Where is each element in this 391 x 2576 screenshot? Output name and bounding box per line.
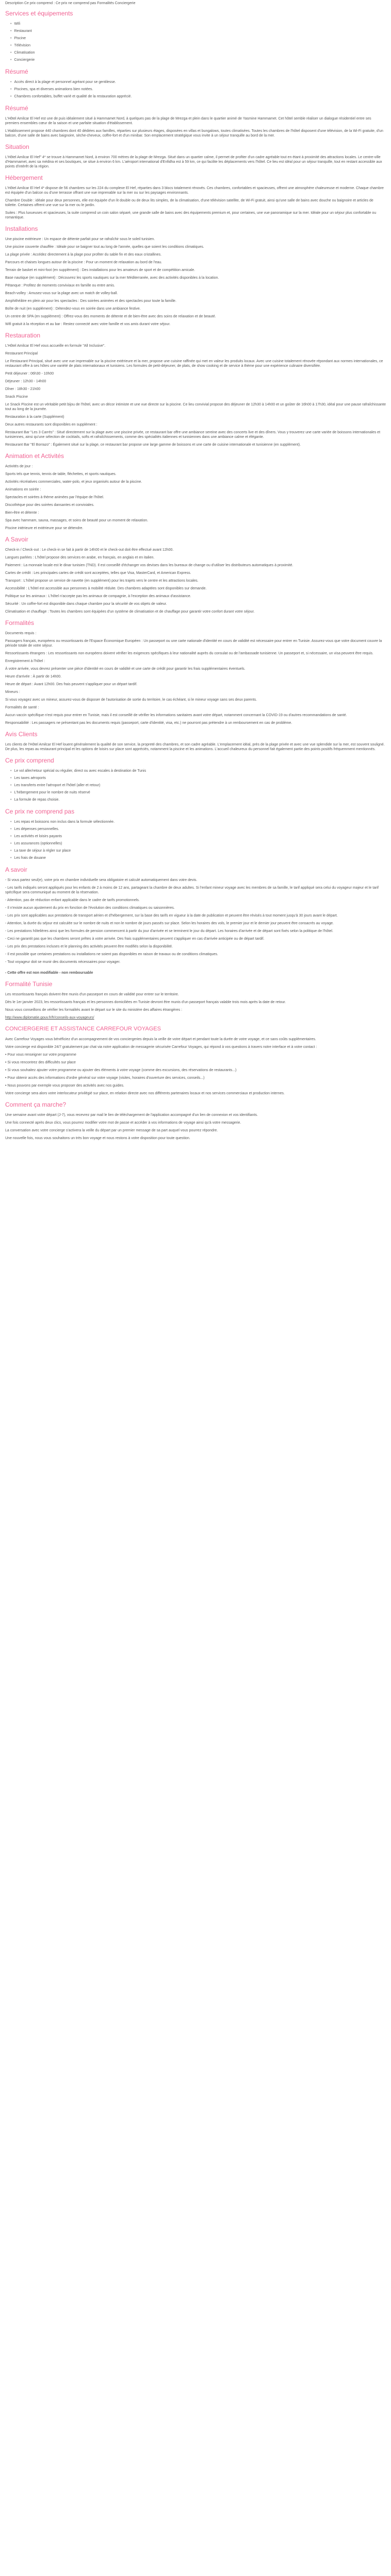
restauration-line: Dîner : 18h30 - 21h00 bbox=[5, 387, 41, 391]
installations-line: Terrain de basket et mini-foot (en supplément) : Des installations pour les amateurs de sport et de compétition amicale. bbox=[5, 268, 196, 272]
animation-line: Discothèque pour des soirées dansantes et conviviales. bbox=[5, 503, 94, 507]
animation-line: Activités de jour : bbox=[5, 465, 33, 468]
price-excludes-list bbox=[5, 820, 386, 861]
section-title-formalites: Formalités bbox=[5, 619, 35, 626]
a-savoir-line: Sécurité : Un coffre-fort est disponible dans chaque chambre pour la sécurité de vos objets de valeur. bbox=[5, 602, 167, 606]
formalites-line: Heure d'arrivée : À partir de 14h00. bbox=[5, 675, 62, 679]
animation-line: Bien-être et détente : bbox=[5, 511, 39, 515]
section-title-comment-ca-marche: Comment ça marche? bbox=[5, 1101, 67, 1108]
conciergerie-line: • Si vous rencontrez des difficultés sur place bbox=[5, 1061, 76, 1064]
animation-line: Animations en soirée : bbox=[5, 488, 41, 492]
a-savoir-line: Paiement : La monnaie locale est le dinar tunisien (TND). Il est conseillé d'échanger vos devises dans les bureaux de change ou d'utiliser les distributeurs automatiques à proximité. bbox=[5, 564, 294, 567]
restauration-line: Restaurant Bar "El Borrazo" : Également situé sur la plage, ce restaurant bar propose une large gamme de boissons et une carte de cuisine internationale et tunisienne (en supplément). bbox=[5, 443, 301, 447]
services-item: • Restaurant bbox=[10, 29, 386, 34]
restauration-line: Le Snack Piscine est un véritable petit bijou de l'hôtel, avec un décor intimiste et une vue directe sur la piscine. Ce lieu convivial propose des déjeuner de 12h30 à 14h00 et un goûter de 16h00 à 17h30, idéal pour une pause rafraîchissante tout au long de la journée. bbox=[5, 403, 386, 411]
conciergerie-line: Avec Carrefour Voyages vous bénéficiez d'un accompagnement de vos conciergeries depuis la veille de votre départ et pendant toute la durée de votre voyage, et ce sans coûts supplémentaires. bbox=[5, 1038, 316, 1041]
resume-paragraph: L'Hôtel Amilcar El Hef est une de puis idéalement situé à Hammamet Nord, à quelques pas de la plage de Mrezga et plein dans le quartier animé de Yasmine Hammamet. Cet hôtel semble réaliser un dialogue résidentiel entre ses premiers ensembles cœur de la saison et une parfaite situation d'établissement. bbox=[5, 117, 371, 125]
animation-line: Spectacles et soirées à thème animées par l'équipe de l'hôtel. bbox=[5, 496, 104, 499]
services-item: • Piscine bbox=[10, 36, 386, 41]
formalite-tunisie-line: Nous vous conseillons de vérifier les formalités avant le départ sur le site du ministère des affaires étrangères : bbox=[5, 1008, 183, 1012]
conciergerie-line: • Pour obtenir accès des informations d'ordre général sur votre voyage (visites, horaires d'ouverture des services, conseils...) bbox=[5, 1076, 205, 1080]
resume-item: • Piscines, spa et diverses animations bien notées. bbox=[10, 87, 386, 92]
services-item: • Climatisation bbox=[10, 50, 386, 56]
a-savoir-2-line: - Les tarifs indiqués seront appliqués pour les enfants de 2 à moins de 12 ans, partageant la chambre de deux adultes. Si l'enfant mineur voyage avec les membres de sa famille, le tarif appliqué sera celui du voyageur majeur et le tarif spécifique sera communiqué au moment de la réservation. bbox=[5, 886, 379, 894]
formalites-line: Passagers français, européens ou ressortissants de l'Espace Économique Européen : Un passeport ou une carte nationale d'identité en cours de validité est nécessaire pour entrer en Tunisie. Assurez-vous que votre document couvre la période totale de votre séjour. bbox=[5, 639, 382, 648]
a-savoir-2-line: - Il est possible que certaines prestations ou installations ne soient pas disponibles en raison de travaux ou de conditions climatiques. bbox=[5, 953, 218, 956]
price-excludes-item: • Les frais de douane bbox=[10, 856, 386, 861]
conciergerie-line: • Pour vous renseigner sur votre programme bbox=[5, 1053, 76, 1057]
price-includes-item: • Les transferts entre l'aéroport et l'hôtel (aller et retour) bbox=[10, 783, 386, 788]
price-excludes-item: • Les dépenses personnelles. bbox=[10, 827, 386, 832]
formalites-line: Responsabilité : Les passagers ne présentant pas les documents requis (passeport, carte d'identité, visa, etc.) ne pourront pas prétendre à un remboursement en cas de problème. bbox=[5, 721, 292, 725]
formalites-line: Mineurs : bbox=[5, 690, 20, 694]
formalites-line: Aucun vaccin spécifique n'est requis pour entrer en Tunisie, mais il est conseillé de vérifier les informations sanitaires avant votre départ, notamment concernant la COVID-19 ou d'autres recommandations de santé. bbox=[5, 714, 347, 717]
installations-line: Un centre de SPA (en supplément) : Offrez-vous des moments de détente et de bien-être avec des soins de relaxation et de beauté. bbox=[5, 315, 216, 318]
comment-line: Une semaine avant votre départ (J-7), vous recevrez par mail le lien de téléchargement de l'application accompagné d'un lien de connexion et vos identifiants. bbox=[5, 1113, 258, 1117]
animation-line: Spa avec hammam, sauna, massages, et soins de beauté pour un moment de relaxation. bbox=[5, 519, 149, 522]
comment-line: La conversation avec votre concierge s'activera la veille du départ par un premier message de sa part auquel vous pourrez répondre. bbox=[5, 1129, 218, 1132]
description-header: Description Ce prix comprend : Ce prix ne comprend pas Formalités Conciergerie bbox=[5, 2, 136, 5]
price-excludes-item: • La taxe de séjour à régler sur place bbox=[10, 849, 386, 854]
installations-line: Wifi gratuit à la réception et au bar : Restez connecté avec votre famille et vos amis durant votre séjour. bbox=[5, 323, 171, 326]
services-list bbox=[5, 22, 386, 63]
price-includes-item: • Le vol aller/retour spécial ou régulier, direct ou avec escales à destination de Tunis bbox=[10, 769, 386, 774]
restauration-line: Le Restaurant Principal, situé avec une vue imprenable sur la piscine extérieure et la mer, propose une cuisine raffinée qui met en valeur les produits locaux. Avec une cuisine totalement rénovée répondant aux normes internationales, ce restaurant offre à ses hôtes une variété de plats internationaux et tunisiens. Les formules de petit-déjeuner, de plats, de show cooking et de service à thème pour une expérience culinaire diversifiée. bbox=[5, 360, 383, 368]
installations-line: La plage privée : Accédez directement à la plage pour profiter du sable fin et des eaux cristallines. bbox=[5, 253, 162, 257]
price-excludes-item: • Les assurances (optionnelles) bbox=[10, 841, 386, 846]
conciergerie-line: • Si vous souhaitez ajouter votre programme ou ajouter des éléments à votre voyage (comme des excursions, des réservations de restaurants...) bbox=[5, 1069, 237, 1072]
avis-paragraph: Les clients de l'Hôtel Amilcar El Hef louent généralement la qualité de son service, la propreté des chambres, et son cadre agréable. L'emplacement idéal, près de la plage privée et avec une vue splendide sur la mer, est souvent souligné. De plus, les repas au restaurant principal et les options de loisirs sur place sont appréciés, notamment la piscine et les animations. L'accueil chaleureux du personnel fait également partie des points positifs fréquemment mentionnés. bbox=[5, 743, 385, 751]
price-includes-item: • Les taxes aéroports bbox=[10, 776, 386, 781]
restauration-line: Snack Piscine bbox=[5, 395, 28, 399]
restauration-line: Deux autres restaurants sont disponibles en supplément : bbox=[5, 423, 97, 427]
situation-paragraph: L'Hôtel Amilcar El Hef" 4* se trouve à Hammamet Nord, à environ 700 mètres de la plage de Mrezga. Situé dans un quartier calme, il permet de profiter d'un cadre agréable tout en étant à proximité des attractions locales. Le centre-ville d'Hammamet, avec sa médina et ses boutiques, se situe à environ 6 km. L'aéroport international d'Enfidha est à 59 km, ce qui facilite les déplacements vers l'hôtel. Ce lieu est idéal pour un séjour tranquille, tout en restant accessible aux points d'intérêt de la région. bbox=[5, 156, 382, 168]
a-savoir-2-line: - Si vous partez seul(e), votre prix en chambre individuelle sera obligatoire et calculé automatiquement dans votre devis. bbox=[5, 878, 198, 882]
section-title-installations: Installations bbox=[5, 225, 38, 232]
restauration-line: Petit déjeuner : 06h30 - 10h00 bbox=[5, 372, 54, 376]
price-excludes-item: • Les repas et boissons non inclus dans la formule sélectionnée. bbox=[10, 820, 386, 825]
resume-item: • Chambres confortables, buffet varié et qualité de la restauration apprécié. bbox=[10, 94, 386, 99]
section-title-a-savoir-2: A savoir bbox=[5, 866, 27, 873]
a-savoir-2-line: - Ceci ne garantit pas que les chambres seront prêtes à votre arrivée. Des frais supplémentaires peuvent s'appliquer en cas d'arrivée anticipée ou de départ tardif. bbox=[5, 937, 265, 941]
formalites-line: Ressortissants étrangers : Les ressortissants non européens doivent vérifier les exigences spécifiques à leur nationalité auprès du consulat ou de l'ambassade tunisienne. Un passeport et, si nécessaire, un visa peuvent être requis. bbox=[5, 652, 373, 655]
animation-line: Piscine intérieure et extérieure pour se détendre. bbox=[5, 527, 84, 530]
a-savoir-line: Climatisation et chauffage : Toutes les chambres sont équipées d'un système de climatisation et de chauffage pour garantir votre confort durant votre séjour. bbox=[5, 610, 255, 614]
formalites-line: À votre arrivée, vous devrez présenter une pièce d'identité en cours de validité et une carte de crédit pour garantir les frais supplémentaires éventuels. bbox=[5, 667, 246, 671]
installations-line: Beach-volley : Amusez-vous sur la plage avec un match de volley-ball. bbox=[5, 292, 118, 295]
section-title-resume: Résumé bbox=[5, 68, 28, 75]
formalites-line: Heure de départ : Avant 12h00. Des frais peuvent s'appliquer pour un départ tardif. bbox=[5, 683, 138, 686]
resume-item: • Accès direct à la plage et personnel agréant pour se gentilesse. bbox=[10, 80, 386, 85]
comment-line: Une nouvelle fois, nous vous souhaitons un très bon voyage et nous restons à votre disposition pour toute question. bbox=[5, 1137, 190, 1140]
a-savoir-2-line: - Les prestations hôtelières ainsi que les formules de pension commencent à partir du jour d'arrivée et se terminent le jour du départ. Les horaires d'arrivée et de départ sont fixés selon la politique de l'hôtel. bbox=[5, 929, 333, 933]
section-title-a-savoir: A Savoir bbox=[5, 536, 28, 543]
price-includes-list bbox=[5, 769, 386, 803]
section-title-formalite-tunisie: Formalité Tunisie bbox=[5, 980, 53, 988]
a-savoir-2-line: - Les prix des prestations incluses et le planning des activités peuvent être modifiés selon la disponibilité. bbox=[5, 945, 173, 948]
a-savoir-line: Check-in / Check-out : Le check-in se fait à partir de 14h00 et le check-out doit être effectué avant 12h00. bbox=[5, 548, 174, 552]
formalites-line: Formalités de santé : bbox=[5, 706, 39, 709]
animation-line: Sports tels que tennis, tennis de table, fléchettes, et sports nautiques. bbox=[5, 472, 117, 476]
formalite-tunisie-line: Dès le 1er janvier 2023, les ressortissants français et les personnes domiciliées en Tunisie devront être munis d'un passeport français valable trois mois après la date de retour. bbox=[5, 1001, 286, 1004]
services-item: • Télévision bbox=[10, 43, 386, 48]
restauration-line: Restaurant Principal bbox=[5, 352, 38, 355]
formalite-tunisie-line: Les ressortissants français doivent être munis d'un passeport en cours de validité pour entrer sur le territoire. bbox=[5, 993, 179, 996]
non-refundable-notice: - Cette offre est non modifiable - non remboursable bbox=[5, 971, 93, 975]
a-savoir-line: Langues parlées : L'hôtel propose des services en arabe, en français, en anglais et en italien. bbox=[5, 556, 155, 560]
conciergerie-line: Votre concierge sera alors votre interlocuteur privilégié sur place, en relation directe avec nos différents partenaires locaux et nos services commerciaux et production internes. bbox=[5, 1092, 285, 1095]
product-description-page bbox=[0, 0, 391, 1145]
restauration-line: Déjeuner : 12h30 - 14h00 bbox=[5, 380, 46, 383]
diplomatie-link[interactable]: http://www.diplomatie.gouv.fr/fr/conseils-aux-voyageurs/ bbox=[5, 1016, 94, 1020]
a-savoir-2-line: - Tout voyageur doit se munir des documents nécessaires pour voyager. bbox=[5, 960, 121, 964]
hebergement-paragraph: L'Hôtel Amilcar El Hef 4* dispose de 56 chambres sur les 224 du complexe El Hef, réparties dans 3 blocs totalement rénovés. Ces chambres, confortables et spacieuses, offrent une atmosphère chaleureuse et moderne. Chaque chambre est équipée d'un balcon ou d'une terrasse offrant une vue imprenable sur la mer ou sur les paysages environnants. bbox=[5, 187, 384, 195]
installations-line: Pétanque : Profitez de moments conviviaux en famille ou entre amis. bbox=[5, 284, 115, 287]
section-title-situation: Situation bbox=[5, 143, 29, 150]
comment-line: Une fois connecté après deux clics, vous pourrez modifier votre mot de passe et accéder à vos informations de voyage ainsi qu'à votre messagerie. bbox=[5, 1121, 241, 1125]
formalites-line: Documents requis : bbox=[5, 632, 37, 635]
a-savoir-2-line: - Attention, pas de réduction enfant applicable dans le cadre de tarifs promotionnels. bbox=[5, 899, 140, 902]
section-title-animation: Animation et Activités bbox=[5, 452, 64, 460]
section-title-price-excludes: Ce prix ne comprend pas bbox=[5, 808, 75, 815]
services-item: • Wifi bbox=[10, 22, 386, 27]
installations-line: Base nautique (en supplément) : Découvrez les sports nautiques sur la mer Méditerranée, avec des activités disponibles à la location. bbox=[5, 276, 219, 280]
section-title-price-includes: Ce prix comprend bbox=[5, 757, 54, 764]
a-savoir-line: Transport : L'hôtel propose un service de navette (en supplément) pour les trajets vers le centre et les attractions locales. bbox=[5, 579, 199, 583]
section-title-resume-block: Résumé bbox=[5, 105, 28, 112]
installations-line: Parcours et chaises longues autour de la piscine : Pour un moment de relaxation au bord de l'eau. bbox=[5, 261, 162, 264]
resume-list bbox=[5, 80, 386, 99]
installations-line: Une piscine couverte chauffée : Idéale pour se baigner tout au long de l'année, quelles que soient les conditions climatiques. bbox=[5, 245, 204, 249]
formalites-line: Si vous voyagez avec un mineur, assurez-vous de disposer de l'autorisation de sortie du territoire, le cas échéant, si le mineur voyage sans ses deux parents. bbox=[5, 698, 257, 702]
restauration-line: L'Hôtel Amilcar El Hef vous accueille en formule "All Inclusive". bbox=[5, 344, 106, 348]
section-title-hebergement: Hébergement bbox=[5, 174, 43, 181]
section-title-avis-clients: Avis Clients bbox=[5, 731, 38, 738]
section-title-restauration: Restauration bbox=[5, 332, 41, 339]
restauration-line: Restauration à la carte (Supplément) bbox=[5, 415, 64, 419]
hebergement-paragraph: Chambre Double : idéale pour deux personnes, elle est équipée d'un lit double ou de deux lits simples, de la climatisation, d'une télévision satellite, de Wi-Fi gratuit, ainsi qu'une salle de bains avec douche ou baignoire et articles de toilette. Certaines offrent une vue sur la mer ou le jardin. bbox=[5, 199, 373, 207]
a-savoir-2-line: - Il n'existe aucun ajustement du prix en fonction de l'évolution des conditions climatiques ou saisonnières. bbox=[5, 906, 175, 910]
a-savoir-line: Politique sur les animaux : L'hôtel n'accepte pas les animaux de compagnie, à l'exception des animaux d'assistance. bbox=[5, 595, 191, 598]
restauration-line: Restaurant Bar "Les 3 Carrés" : Situé directement sur la plage avec une piscine privée, ce restaurant bar offre une ambiance sereine avec des concerts live et des dîners. Vous y trouverez une carte variée de boissons internationales et tunisiennes, ainsi qu'une sélection de cocktails, softs et rafraîchissements, comme des spécialités italiennes et tunisiennes dans une ambiance calme et élégante. bbox=[5, 431, 381, 439]
section-title-conciergerie: CONCIERGERIE ET ASSISTANCE CARREFOUR VOYAGES bbox=[5, 1026, 161, 1032]
price-excludes-item: • Les activités et loisirs payants bbox=[10, 834, 386, 839]
price-includes-item: • La formule de repas choisie. bbox=[10, 798, 386, 803]
resume-paragraph: L'établissement propose 440 chambres dont 40 dédiées aux familles, réparties sur plusieurs étages, disposées en villas et bungalows, toutes climatisées. Toutes les chambres de l'hôtel disposent d'une télévision, de la Wi-Fi gratuite, d'un balcon, d'une salle de bains avec baignoire, sèche-cheveux, coffre-fort et d'un minibar. Son emplacement stratégique vous invite à un séjour tranquille au bord de la mer. bbox=[5, 129, 383, 138]
conciergerie-line: • Nous pouvons par exemple vous proposer des activités avec nos guides. bbox=[5, 1084, 124, 1088]
animation-line: Activités récréatives commerciales, water-polo, et jeux organisés autour de la piscine. bbox=[5, 480, 142, 484]
installations-line: Boîte de nuit (en supplément) : Détendez-vous en soirée dans une ambiance festive. bbox=[5, 307, 141, 311]
a-savoir-line: Cartes de crédit : Les principales cartes de crédit sont acceptées, telles que Visa, MasterCard, et American Express. bbox=[5, 571, 191, 575]
installations-line: Une piscine extérieure : Un espace de détente parfait pour se rafraîchir sous le soleil tunisien. bbox=[5, 238, 155, 241]
conciergerie-line: Votre concierge est disponible 24/7 gratuitement par chat via notre application de messagerie sécurisée Carrefour Voyages, qui répond à vos questions à travers notre interface et à votre contact : bbox=[5, 1045, 317, 1049]
services-item: • Conciergerie bbox=[10, 58, 386, 63]
a-savoir-line: Accessibilité : L'hôtel est accessible aux personnes à mobilité réduite. Des chambres adaptées sont disponibles sur demande. bbox=[5, 587, 207, 590]
hebergement-paragraph: Suites : Plus luxueuses et spacieuses, la suite comprend un coin salon séparé, une grande salle de bains avec des équipements premium et, pour certaines, une vue panoramique sur la mer. Idéale pour un séjour plus confortable ou romantique. bbox=[5, 211, 377, 219]
section-title-services: Services et équipements bbox=[5, 10, 73, 17]
formalites-line: Enregistrement à l'hôtel : bbox=[5, 659, 45, 663]
a-savoir-2-line: - Les prix sont applicables aux prestations de transport aérien et d'hébergement, sur la base des tarifs en vigueur à la date de publication et peuvent être révisés à tout moment jusqu'à 30 jours avant le départ. bbox=[5, 914, 338, 918]
a-savoir-2-line: - Attention, la durée du séjour est calculée sur le nombre de nuits et non le nombre de jours passés sur place. Selon les horaires des vols, le premier jour et le dernier jour peuvent être consacrés au voyage. bbox=[5, 922, 334, 925]
installations-line: Amphithéâtre en plein air pour les spectacles : Des soirées animées et des spectacles pour toute la famille. bbox=[5, 299, 176, 303]
price-includes-item: • L'hébergement pour le nombre de nuits réservé bbox=[10, 790, 386, 795]
